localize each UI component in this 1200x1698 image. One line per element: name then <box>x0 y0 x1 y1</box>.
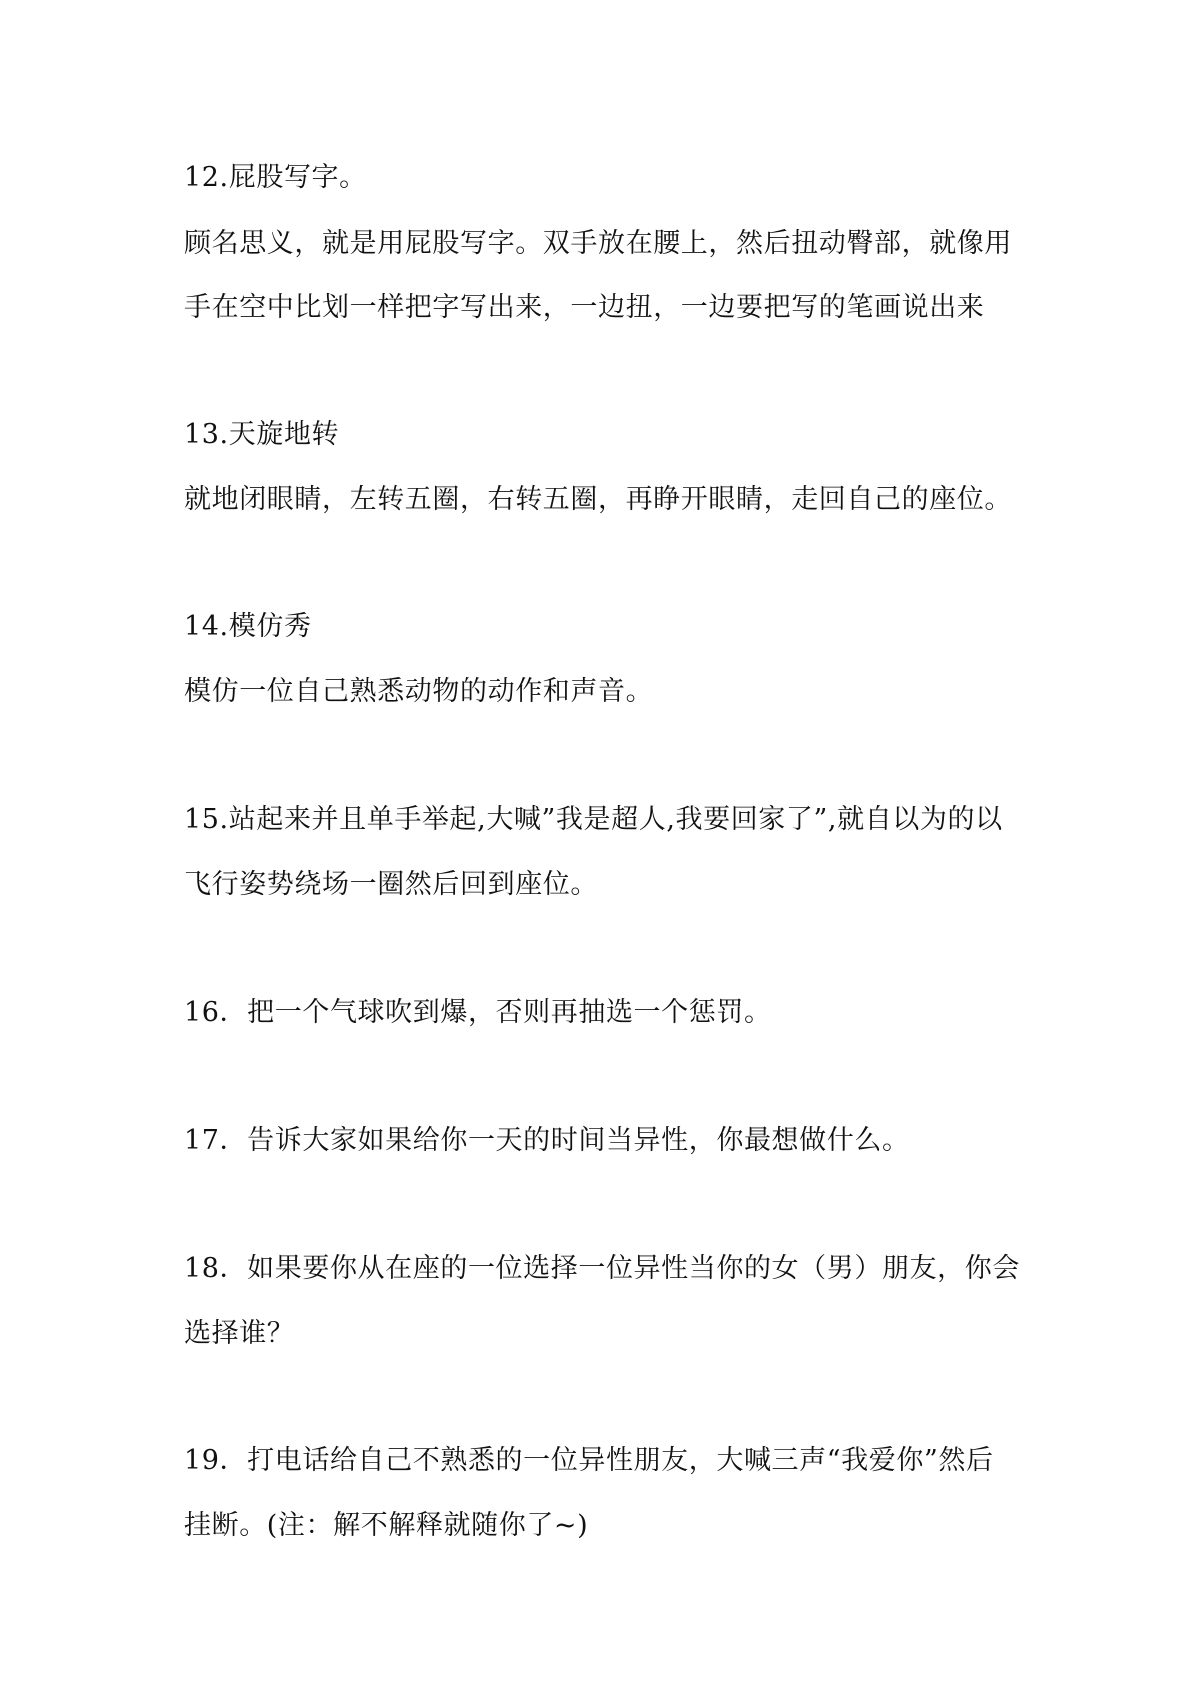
item-18-line-2: 选择谁？ <box>184 1318 295 1349</box>
item-19-line-1: 19．打电话给自己不熟悉的一位异性朋友，大喊三声“我爱你”然后 <box>184 1445 994 1476</box>
item-17: 17．告诉大家如果给你一天的时间当异性，你最想做什么。 <box>184 1125 910 1156</box>
item-16: 16．把一个气球吹到爆，否则再抽选一个惩罚。 <box>184 997 772 1028</box>
item-13-body: 就地闭眼睛，左转五圈，右转五圈，再睁开眼睛，走回自己的座位。 <box>184 484 1012 515</box>
item-14-title: 14.模仿秀 <box>184 611 312 642</box>
item-15-line-1: 15.站起来并且单手举起,大喊”我是超人,我要回家了”,就自以为的以 <box>184 804 1003 835</box>
item-19-line-2: 挂断。(注：解不解释就随你了~) <box>184 1510 589 1541</box>
item-12-body-line-2: 手在空中比划一样把字写出来，一边扭，一边要把写的笔画说出来 <box>184 292 985 323</box>
item-15-line-2: 飞行姿势绕场一圈然后回到座位。 <box>184 869 598 900</box>
item-13-title: 13.天旋地转 <box>184 419 340 450</box>
item-12-body-line-1: 顾名思义，就是用屁股写字。双手放在腰上，然后扭动臀部，就像用 <box>184 228 1012 259</box>
item-14-body: 模仿一位自己熟悉动物的动作和声音。 <box>184 676 654 707</box>
item-18-line-1: 18．如果要你从在座的一位选择一位异性当你的女（男）朋友，你会 <box>184 1253 1020 1284</box>
item-12-title: 12.屁股写字。 <box>184 162 367 193</box>
